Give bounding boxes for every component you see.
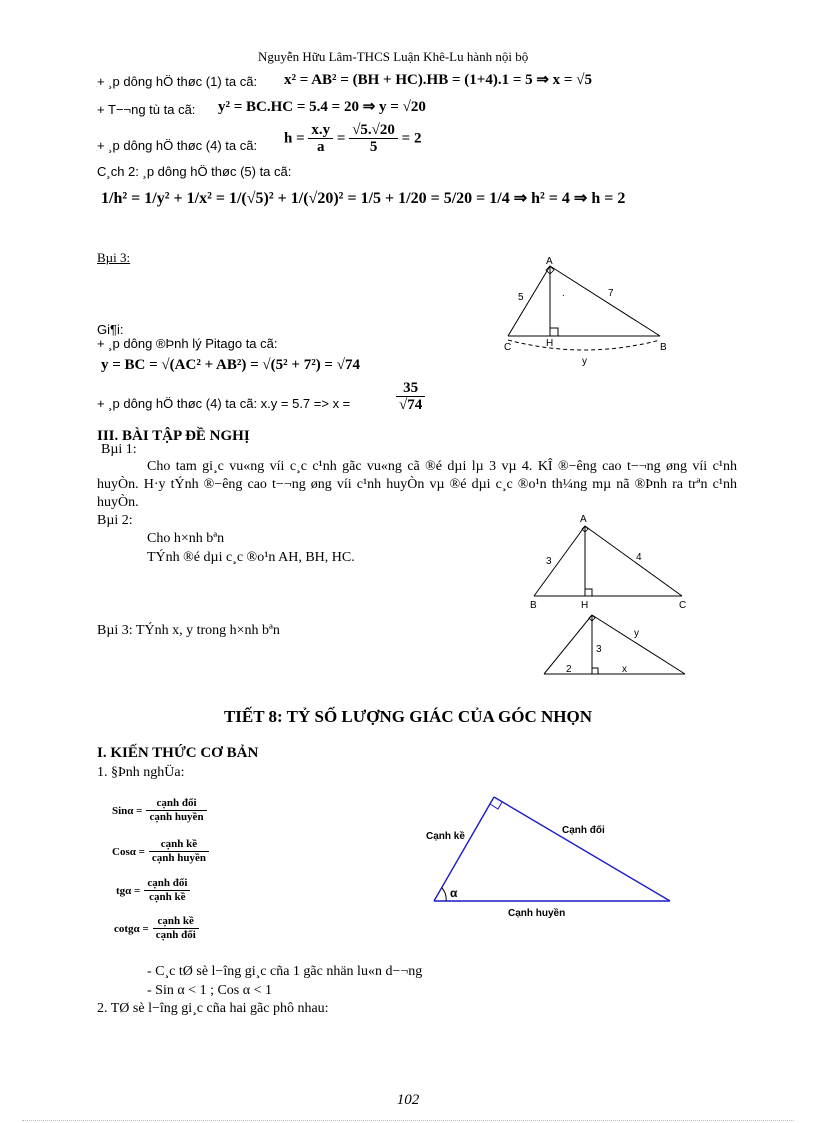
side-ab [550,266,660,336]
sol-line2-equation: y² = BC.HC = 5.4 = 20 ⇒ y = √20 [218,99,426,115]
bai2-line2: TÝnh ®é dµi c¸c ®o¹n AH, BH, HC. [147,550,355,565]
page-number: 102 [396,1092,420,1108]
bai2-title: Bµi 2: [97,513,133,528]
note2: - Sin α < 1 ; Cos α < 1 [147,983,272,998]
trig-figure [420,785,680,925]
label-canh-doi: Cạnh đối [562,825,605,836]
section3-title: III. BÀI TẬP ĐỀ NGHỊ [97,428,250,444]
vertex-a: A [580,514,587,525]
bai3-figure [500,254,690,372]
label-y: y [582,356,587,367]
right-angle-mark [490,802,502,809]
vertex-c: C [504,342,512,353]
def-tg: tgα = cạnh đối cạnh kề [116,877,190,904]
bai3-line1: + ¸p dông ®Þnh lý Pitago ta cã: [97,336,278,351]
svg-text:.: . [562,288,565,299]
bai1-text: Cho tam gi¸c vu«ng víi c¸c c¹nh gãc vu«ng cã ®é dµi lµ 3 vµ 4. KÎ ®−êng cao t−¬ng øng víi c¹nh huyÒn. H·y tÝnh ®−êng cao t−¬ng øng víi c¹nh huyÒn vµ ®é dµi c¸c ®o¹n th¼ng mµ nã ®Þnh ra trªn c¹nh huyÒn. [97,459,737,510]
vertex-h: H [546,338,554,349]
sol-line2-label: + T−¬ng tù ta cã: [97,102,196,117]
sol-line1-label: + ¸p dông hÖ thøc (1) ta cã: [97,74,258,89]
vertex-c: C [679,600,687,611]
cach2-equation: 1/h² = 1/y² + 1/x² = 1/(√5)² + 1/(√20)² = 1/5 + 1/20 = 5/20 = 1/4 ⇒ h² = 4 ⇒ h = 2 [101,190,626,207]
def-cos: Cosα = cạnh kề cạnh huyền [112,838,209,865]
bai3-title: Bµi 3: [97,250,131,265]
tiet8-title: TIẾT 8: TỶ SỐ LƯỢNG GIÁC CỦA GÓC NHỌN [223,707,593,726]
fraction-xy-a: $\frac{x.y}{a}$ [308,122,333,156]
label-canh-huyen: Cạnh huyền [508,908,566,919]
label-4: 4 [636,552,642,563]
sol-line3-equation: h = $\frac{x.y}{a}$ = $\frac{√5.√20}{5}$ = 2 [284,122,422,155]
vertex-b: B [660,342,667,353]
sol-line1-equation: x² = AB² = (BH + HC).HB = (1+4).1 = 5 ⇒ x = √5 [284,72,592,88]
fraction-sqrt: $\frac{√5.√20}{5}$ [349,122,398,156]
section1-title: I. KIẾN THỨC CƠ BẢN [97,745,259,761]
vertex-b: B [530,600,537,611]
bai3-exercise-figure [540,612,690,680]
label-7: 7 [608,288,614,299]
label-y: y [634,628,639,639]
page-header: Nguyễn Hữu Lâm-THCS Luận Khê-Lu hành nội bộ [258,49,529,64]
bai3-line2: + ¸p dông hÖ thøc (4) ta cã: x.y = 5.7 => x = [97,396,351,411]
bai3-equation1: y = BC = √(AC² + AB²) = √(5² + 7²) = √74 [101,357,360,373]
h-eq: h = [284,130,305,147]
note1: - C¸c tØ sè l−îng gi¸c cña 1 gãc nhän lu«n d−¬ng [147,964,423,979]
sol-line3-label: + ¸p dông hÖ thøc (4) ta cã: [97,138,258,153]
vertex-a: A [546,256,553,267]
bai3-fraction: $\frac{35}{√74}$ [396,380,425,414]
right-angle-mark [550,328,558,336]
def-cotg: cotgα = cạnh kề cạnh đối [114,915,199,942]
vertex-h: H [581,600,589,611]
bai3-exercise-text: Bµi 3: TÝnh x, y trong h×nh bªn [97,623,280,638]
bai2-figure [524,510,694,614]
label-2: 2 [566,664,572,675]
bai1-title: Bµi 1: [101,442,137,457]
label-3: 3 [596,644,602,655]
side-ac [508,266,550,336]
def-title: 1. §Þnh nghÜa: [97,765,185,780]
label-3: 3 [546,556,552,567]
bai2-line1: Cho h×nh bªn [147,531,225,546]
side-ke-line [434,797,494,901]
label-x: x [622,664,627,675]
side-doi-line [494,797,670,901]
bai3-giai: Gi¶i: [97,322,124,337]
brace-y [508,340,660,350]
right-angle-mark [585,589,592,596]
def-sin: Sinα = cạnh đối cạnh huyền [112,797,207,824]
angle-alpha: α [450,886,458,900]
footer-divider [22,1120,794,1121]
angle-arc [442,888,446,901]
cach2-label: C¸ch 2: ¸p dông hÖ thøc (5) ta cã: [97,164,292,179]
section2-title: 2. TØ sè l−îng gi¸c cña hai gãc phô nhau: [97,1001,329,1016]
label-5: 5 [518,292,524,303]
label-canh-ke: Cạnh kề [426,831,465,842]
